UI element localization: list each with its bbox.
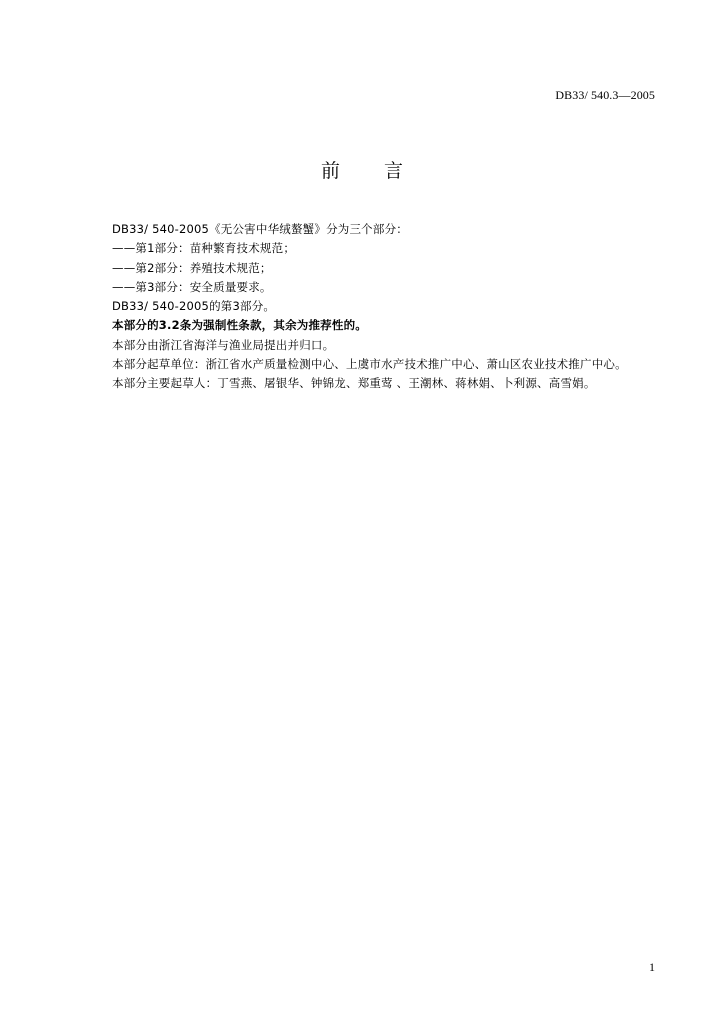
foreword-body	[112, 220, 672, 394]
body-line-drafters: 本部分主要起草人：丁雪燕、屠银华、钟锦龙、郑重莺 、王潮林、蒋林娟、卜利源、高雪娟。	[112, 376, 596, 391]
body-line-parts-intro: DB33/ 540-2005《无公害中华绒螯蟹》分为三个部分：	[112, 222, 408, 236]
body-line-drafting-units: 本部分起草单位：浙江省水产质量检测中心、上虞市水产技术推广中心、萧山区农业技术推广中心。	[112, 357, 627, 372]
page-title	[0, 156, 724, 183]
body-line-part-2: ——第2部分：养殖技术规范；	[112, 260, 272, 275]
body-line-proposer: 本部分由浙江省海洋与渔业局提出并归口。	[112, 337, 335, 352]
page-title-char-2: 言	[384, 160, 404, 182]
page-title-char-1: 前	[320, 160, 340, 182]
body-line-mandatory-clause: 本部分的3.2条为强制性条款，其余为推荐性的。	[112, 318, 367, 333]
page-number: 1	[649, 960, 655, 974]
body-line-part-3: ——第3部分：安全质量要求。	[112, 279, 272, 294]
body-line-part-1: ——第1部分：苗种繁育技术规范；	[112, 241, 296, 256]
document-code: DB33/ 540.3—2005	[555, 88, 655, 102]
body-line-this-part: DB33/ 540-2005的第3部分。	[112, 299, 276, 314]
